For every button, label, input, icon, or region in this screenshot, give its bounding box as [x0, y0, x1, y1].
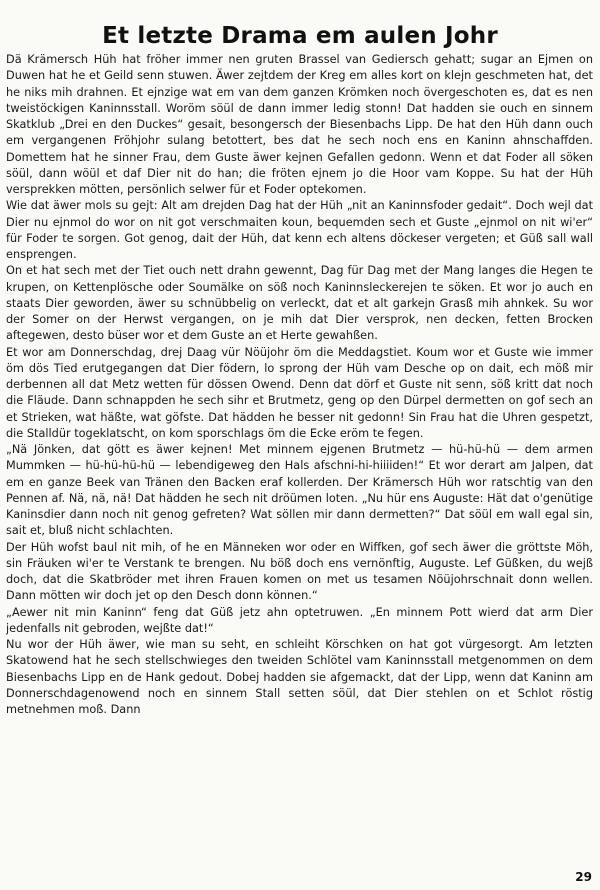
article-title: Et letzte Drama em aulen Johr	[102, 23, 498, 50]
paragraph: „Nä Jönken, dat gött es äwer kejnen! Met minnem ejgenen Brutmetz — hü-hü-hü — dem armen Mummken — hü-hü-hü-hü — lebendigeweg den Hals afschni-hi-hiiiiden!“ Et wor derart am Jalpen, dat em en ganze Beek van Tränen den Backen eraf kollerden. Der Krämersch Hüh wor ratschtig van den Pennen af. Nä, nä, nä! Dat hädden he sech nit dröümen loten. „Nu hür ens Auguste: Hät dat o'genütige Kaninsdier dann noch nit genog gefreten? Wat söllen mir dann dermetten?“ Dat söül em wall egal sin, sait et, bluß nicht schlachten.	[6, 443, 593, 538]
article-body	[6, 52, 593, 718]
paragraph: Dä Krämersch Hüh hat fröher immer nen gruten Brassel van Gediersch gehatt; sugar an Ejmen on Duwen hat he et Geild senn stuwen. Äwer zejtdem der Kreg em alles kort on klejn geschmeten hat, det he niks mih drahnen. Et ejnzige wat em van dem ganzen Krömken noch övergeschoten es, dat es nen tweistöckigen Kaninnsstall. Woröm söül de dann immer ledig stonn! Dat hadden sie ouch en sinnem Skatklub „Drei en den Duckes“ gesait, besongersch der Biesenbachs Lipp. De hat den Hüh dann ouch em vergangenen Fröhjohr sulang betottert, bes dat he sech noch ens en Kaninn ahnschaffden. Domettem hat he sinner Frau, dem Guste äwer kejnen Gefallen gedonn. Wenn et dat Foder all söken söül, dann wöül et daf Dier nit do han; die fröten ejnem jo die Hoor vam Koppe. Su hat der Hüh versprekken mötten, persönlich selwer für et Foder optekomen.	[6, 53, 593, 196]
paragraph: „Aewer nit min Kaninn“ feng dat Güß jetz ahn optetruwen. „En minnem Pott wierd dat arm Dier jedenfalls nit gebroden, wejßte dat!“	[6, 605, 593, 635]
paragraph: Nu wor der Hüh äwer, wie man su seht, en schleiht Körschken on hat got vürgesorgt. Am letzten Skatowend hat he sech stellschwieges den tweiden Schlötel vam Kaninnsstall metgenommen on dem Biesenbachs Lipp en de Hank gedout. Dobej hadden sie afgemackt, dat der Lipp, wenn dat Kaninn am Donnerschdagenowend noch en sinnem Stall setten söül, dat Dier stehlen on et Schlot röstig metnehmen moß. Dann	[6, 638, 593, 716]
paragraph: On et hat sech met der Tiet ouch nett drahn gewennt, Dag für Dag met der Mang langes die Hegen te krupen, on Kettenplösche oder Soumälke on söß noch Kaninnsleckerejen te söken. Et wor jo auch en staats Dier geworden, äwer su schnübbelig on verleckt, dat et alt garkejn Grasß mih ahnkek. Su wor der Somer on der Herwst vergangen, on je mih dat Dier versprok, nen decken, fetten Brocken aftegewen, desto büser wor et dem Guste an et Herte gewahßen.	[6, 264, 593, 343]
page-number: 29	[575, 870, 592, 884]
paragraph: Der Hüh wofst baul nit mih, of he en Männeken wor oder en Wiffken, gof sech äwer die gröttste Möh, sin Fräuken wi'er te Verstank te brengen. Nu böß doch ens vernönftig, Auguste. Lef Güßken, du wejß doch, dat die Skatbröder met ihren Frauen komen on met us tesamen Nöüjohrschnait donn wellen. Dann mötten wir doch jet op den Desch donn können.“	[6, 540, 593, 603]
paragraph: Wie dat äwer mols su gejt: Alt am drejden Dag hat der Hüh „nit an Kaninnsfoder gedait“. Doch wejl dat Dier nu ejnmol do wor on nit got verschmaiten koun, bequemden sech et Guste „ejnmol on nit wi'er“ für Foder te sorgen. Got genog, dait der Hüh, dat kenn ech altens döckeser vergeten; et Güß sall wall ensprengen.	[6, 199, 593, 261]
paragraph: Et wor am Donnerschdag, drej Daag vür Nöüjohr öm die Meddagstiet. Koum wor et Guste wie immer öm dös Tied erutgegangen dat Dier födern, lo sprong der Hüh vam Desche op on dait, ech möß mir derbennen all dat Metz wetten für dössen Owend. Denn dat dörf et Guste nit senn, söß kritt dat noch die Fläude. Dann schnappden he sech sihr et Brutmetz, geng op den Dürpel dermetten on gof sech an et Strieken, wat häßte, wat göfste. Dat hädden he besser nit gedonn! Sin Frau hat die Uhren gespetzt, die Stalldür togeklatscht, on kom sporschlags öm die Ecke eröm te fegen.	[6, 345, 593, 440]
